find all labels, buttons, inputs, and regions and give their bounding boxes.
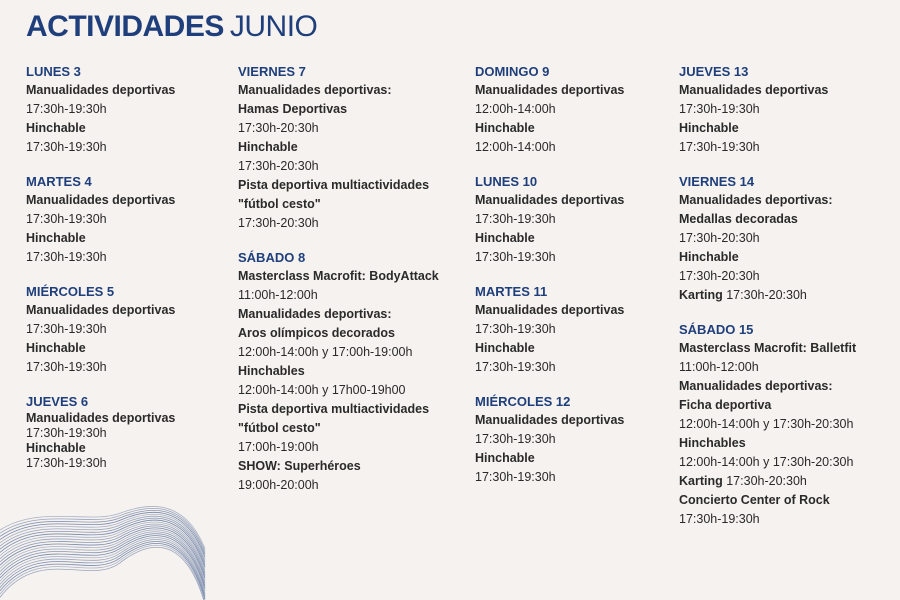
line-text: Hinchable	[26, 341, 86, 355]
activity-time	[679, 267, 856, 286]
day-block	[26, 172, 175, 267]
activity-name	[679, 191, 856, 210]
activity-name	[26, 411, 175, 426]
activity-time	[238, 381, 439, 400]
line-text: SHOW: Superhéroes	[238, 459, 361, 473]
day-heading: LUNES 3	[26, 64, 81, 79]
line-text: Concierto Center of Rock	[679, 493, 830, 507]
line-text: 17:30h-19:30h	[475, 470, 556, 484]
activity-name	[679, 248, 856, 267]
activity-time	[679, 100, 856, 119]
activity-time	[238, 157, 439, 176]
activity-name	[475, 301, 624, 320]
line-text: "fútbol cesto"	[238, 421, 321, 435]
wave-line	[0, 538, 205, 591]
activity-time	[679, 358, 856, 377]
day-heading: JUEVES 6	[26, 394, 89, 409]
line-text: Manualidades deportivas	[475, 303, 625, 317]
line-text: Manualidades deportivas	[475, 413, 625, 427]
activity-name	[26, 119, 175, 138]
line-text: 17:30h-19:30h	[26, 212, 107, 226]
line-text: 17:30h-20:30h	[238, 159, 319, 173]
line-text: Manualidades deportivas	[26, 303, 176, 317]
activity-name	[26, 339, 175, 358]
activity-name	[238, 419, 439, 438]
line-text: Hinchable	[26, 121, 86, 135]
line-text: Pista deportiva multiactividades	[238, 402, 430, 416]
activity-name	[238, 305, 439, 324]
line-text: 12:00h-14:00h	[475, 102, 556, 116]
line-text: 12:00h-14:00h y 17:30h-20:30h	[679, 455, 854, 469]
line-text: 17:30h-19:30h	[475, 322, 556, 336]
line-text: "fútbol cesto"	[238, 197, 321, 211]
line-text: 17:30h-19:30h	[26, 250, 107, 264]
day-heading: MIÉRCOLES 12	[475, 394, 571, 409]
line-text: Manualidades deportivas:	[679, 193, 833, 207]
line-text: 17:30h-20:30h	[679, 269, 760, 283]
activity-time	[475, 320, 624, 339]
line-text: 17:30h-19:30h	[679, 102, 760, 116]
line-text: 17:30h-19:30h	[679, 512, 760, 526]
line-text: 17:30h-19:30h	[26, 456, 107, 470]
line-text: 17:30h-19:30h	[475, 360, 556, 374]
line-text: 12:00h-14:00h	[475, 140, 556, 154]
activity-name	[238, 195, 439, 214]
line-text: Masterclass Macrofit: Balletfit	[679, 341, 857, 355]
line-text: 17:30h-19:30h	[475, 432, 556, 446]
activity-time	[475, 430, 624, 449]
line-text: 17:30h-19:30h	[475, 212, 556, 226]
activity-name	[679, 434, 856, 453]
line-text: Masterclass Macrofit: BodyAttack	[238, 269, 439, 283]
line-text: 17:30h-20:30h	[238, 121, 319, 135]
line-text: Hinchable	[679, 121, 739, 135]
activity-time	[475, 210, 624, 229]
activity-name	[679, 286, 856, 305]
line-text: Manualidades deportivas:	[679, 379, 833, 393]
page-title	[26, 10, 317, 44]
activity-name	[238, 362, 439, 381]
line-text: 17:30h-19:30h	[26, 102, 107, 116]
activity-name	[238, 100, 439, 119]
day-block	[26, 392, 175, 471]
activity-time	[679, 453, 856, 472]
line-text: Hinchable	[26, 441, 86, 455]
activity-name	[679, 396, 856, 415]
day-block	[238, 248, 439, 495]
line-text: Hinchable	[475, 341, 535, 355]
decorative-wave-graphic	[0, 490, 210, 600]
activity-time	[238, 438, 439, 457]
line-text: Manualidades deportivas	[475, 193, 625, 207]
activity-name	[679, 119, 856, 138]
line-text: 11:00h-12:00h	[238, 288, 318, 302]
activity-time	[26, 100, 175, 119]
line-text: 12:00h-14:00h y 17:30h-20:30h	[679, 417, 854, 431]
activity-time	[679, 415, 856, 434]
line-text: 17:30h-20:30h	[238, 216, 319, 230]
activity-name	[238, 176, 439, 195]
activity-name	[679, 339, 856, 358]
line-text: Medallas decoradas	[679, 212, 798, 226]
column-3	[475, 62, 624, 502]
activity-time	[475, 100, 624, 119]
line-text: Hinchable	[26, 231, 86, 245]
day-heading: SÁBADO 15	[679, 322, 754, 337]
activity-name	[26, 441, 175, 456]
activity-name	[238, 267, 439, 286]
activity-time	[475, 138, 624, 157]
activity-time	[238, 286, 439, 305]
activity-time	[679, 138, 856, 157]
activity-name	[238, 400, 439, 419]
activity-time	[238, 343, 439, 362]
activity-name	[238, 138, 439, 157]
line-text: 17:30h-19:30h	[26, 360, 107, 374]
activity-name	[26, 191, 175, 210]
activity-time	[26, 358, 175, 377]
activity-name	[475, 81, 624, 100]
activity-name	[475, 449, 624, 468]
line-text: Hamas Deportivas	[238, 102, 348, 116]
line-text: 11:00h-12:00h	[679, 360, 759, 374]
activity-time	[238, 214, 439, 233]
line-text: 17:30h-19:30h	[26, 140, 107, 154]
column-2	[238, 62, 439, 510]
line-text: Hinchable	[238, 140, 298, 154]
activity-time	[475, 248, 624, 267]
activity-time	[26, 426, 175, 441]
day-block	[679, 320, 856, 529]
line-text: 12:00h-14:00h y 17:00h-19:00h	[238, 345, 413, 359]
activity-name	[475, 229, 624, 248]
line-text: 19:00h-20:00h	[238, 478, 319, 492]
line-text: 12:00h-14:00h y 17h00-19h00	[238, 383, 406, 397]
activity-time	[238, 476, 439, 495]
day-block	[679, 62, 856, 157]
day-heading: JUEVES 13	[679, 64, 749, 79]
day-block	[475, 282, 624, 377]
activity-name	[679, 210, 856, 229]
activity-name	[475, 119, 624, 138]
line-text: Manualidades deportivas	[26, 411, 176, 425]
day-heading: DOMINGO 9	[475, 64, 550, 79]
activity-name	[26, 301, 175, 320]
activity-time	[26, 248, 175, 267]
day-heading: MARTES 4	[26, 174, 92, 189]
activity-time	[238, 119, 439, 138]
day-block	[475, 392, 624, 487]
line-text: 17:30h-19:30h	[26, 426, 107, 440]
line-text: Aros olímpicos decorados	[238, 326, 395, 340]
column-4	[679, 62, 856, 544]
title-main: ACTIVIDADES	[26, 10, 224, 43]
line-text: Hinchable	[475, 451, 535, 465]
line-text: Hinchables	[238, 364, 305, 378]
day-block	[238, 62, 439, 233]
wave-line	[0, 545, 205, 600]
line-text: Hinchables	[679, 436, 746, 450]
activity-time	[475, 468, 624, 487]
activity-name	[475, 411, 624, 430]
activity-time	[679, 510, 856, 529]
day-block	[26, 282, 175, 377]
line-text: Ficha deportiva	[679, 398, 772, 412]
activity-time: 17:30h-20:30h	[726, 288, 807, 302]
day-heading: LUNES 10	[475, 174, 538, 189]
line-text: 17:30h-19:30h	[679, 140, 760, 154]
day-block	[679, 172, 856, 305]
activity-name	[679, 472, 856, 491]
activity-name	[475, 339, 624, 358]
day-heading: MARTES 11	[475, 284, 548, 299]
line-text: 17:30h-19:30h	[475, 250, 556, 264]
activity-name	[679, 377, 856, 396]
line-text: 17:00h-19:00h	[238, 440, 319, 454]
activity-time	[26, 456, 175, 471]
activity-time	[26, 210, 175, 229]
column-1	[26, 62, 175, 486]
activity-name	[238, 81, 439, 100]
activity-time: 17:30h-20:30h	[726, 474, 807, 488]
line-text: Hinchable	[475, 231, 535, 245]
day-block	[475, 172, 624, 267]
line-text: Manualidades deportivas	[679, 83, 829, 97]
line-text: 17:30h-20:30h	[679, 231, 760, 245]
day-block	[475, 62, 624, 157]
day-heading: MIÉRCOLES 5	[26, 284, 115, 299]
activity-time	[26, 320, 175, 339]
activity-name	[26, 229, 175, 248]
activity-name	[238, 324, 439, 343]
day-block	[26, 62, 175, 157]
title-month: JUNIO	[229, 10, 318, 43]
line-text: Manualidades deportivas	[26, 193, 176, 207]
activity-time	[679, 229, 856, 248]
line-text: Manualidades deportivas:	[238, 83, 392, 97]
day-heading: SÁBADO 8	[238, 250, 306, 265]
line-text: Manualidades deportivas	[26, 83, 176, 97]
activity-name	[679, 81, 856, 100]
line-text: Karting	[679, 474, 723, 488]
activity-time	[26, 138, 175, 157]
line-text: Hinchable	[475, 121, 535, 135]
line-text: Hinchable	[679, 250, 739, 264]
activity-name	[238, 457, 439, 476]
activity-name	[679, 491, 856, 510]
activity-name	[26, 81, 175, 100]
activity-time	[475, 358, 624, 377]
line-text: Manualidades deportivas:	[238, 307, 392, 321]
line-text: Pista deportiva multiactividades	[238, 178, 430, 192]
day-heading: VIERNES 14	[679, 174, 755, 189]
line-text: 17:30h-19:30h	[26, 322, 107, 336]
day-heading: VIERNES 7	[238, 64, 306, 79]
activity-name	[475, 191, 624, 210]
line-text: Karting	[679, 288, 723, 302]
line-text: Manualidades deportivas	[475, 83, 625, 97]
